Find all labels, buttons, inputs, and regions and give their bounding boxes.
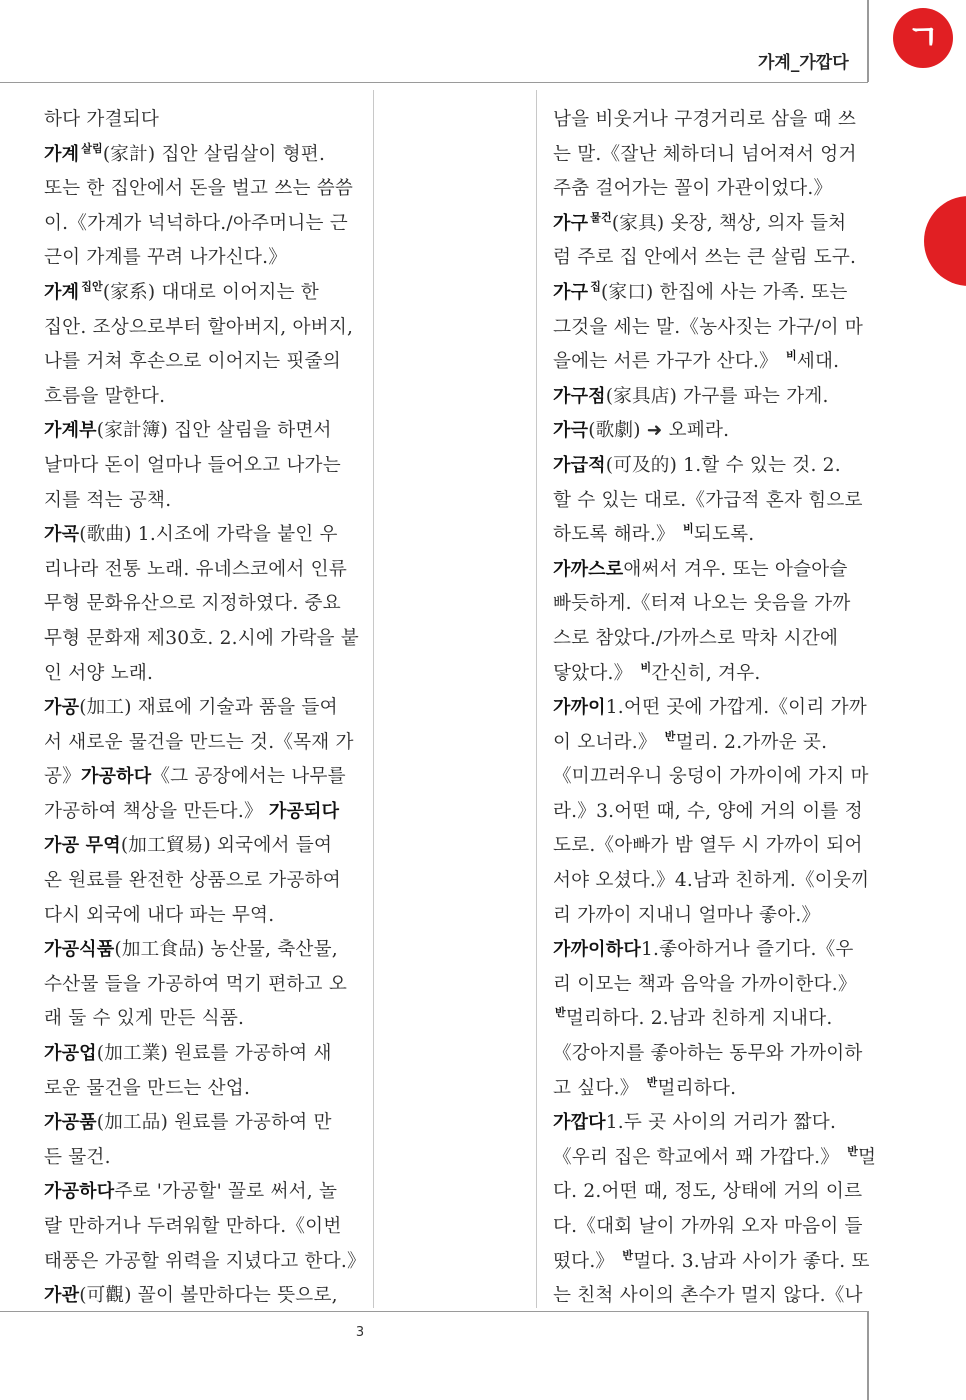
dictionary-line — [44, 691, 374, 726]
relation-marker: 비 — [682, 522, 694, 536]
dictionary-line — [553, 553, 883, 588]
line-text: 지를 적는 공책. — [44, 489, 172, 511]
line-text: 온 원료를 완전한 상품으로 가공하여 — [44, 870, 341, 892]
line-text: 닿았다.》 — [553, 662, 633, 684]
dictionary-line — [44, 622, 374, 657]
dictionary-line — [44, 345, 374, 380]
headword: 가구점 — [553, 385, 606, 407]
definition-text: 주로 '가공할' 꼴로 써서, 놀 — [114, 1181, 338, 1203]
thumb-index-marker — [924, 196, 966, 286]
definition-text: (家計簿) 집안 살림을 하면서 — [96, 420, 332, 442]
dictionary-line — [553, 138, 883, 173]
dictionary-line — [553, 345, 883, 380]
line-text: 멀리하다. 2.남과 친하게 지내다. — [565, 1008, 833, 1030]
line-text: 날마다 돈이 얼마나 들어오고 나가는 — [44, 454, 341, 476]
dictionary-line — [553, 1141, 883, 1176]
dictionary-line — [44, 899, 374, 934]
line-text: 다.《대회 날이 가까워 오자 마음이 들 — [553, 1216, 863, 1237]
left-column — [44, 103, 374, 1314]
sense-tag: 집안 — [81, 279, 103, 293]
dictionary-line — [44, 587, 374, 622]
dictionary-line — [553, 622, 883, 657]
headword: 가공식품 — [44, 939, 115, 961]
dictionary-line — [44, 795, 374, 830]
headword: 가구 — [553, 281, 589, 303]
line-text: 세대. — [796, 351, 840, 373]
dictionary-line — [44, 726, 374, 761]
dictionary-line — [553, 829, 883, 864]
dictionary-line — [553, 657, 883, 692]
dictionary-line — [44, 1175, 374, 1210]
line-text: 래 둘 수 있게 만든 식품. — [44, 1008, 245, 1030]
line-text: 태풍은 가공할 위력을 지녔다고 한다.》 — [44, 1250, 366, 1272]
dictionary-line — [44, 1002, 374, 1037]
definition-text: (加工) 재료에 기술과 품을 들여 — [79, 697, 338, 719]
dictionary-line — [553, 484, 883, 519]
line-text: 집안. 조상으로부터 할아버지, 아버지, — [44, 316, 354, 338]
headword: 가까이하다 — [553, 939, 641, 961]
line-text: 주춤 걸어가는 꼴이 가관이었다.》 — [553, 178, 833, 200]
sense-tag: 살림 — [81, 141, 103, 155]
line-text: 고 싶다.》 — [553, 1077, 639, 1099]
dictionary-line — [44, 449, 374, 484]
line-text: 다시 외국에 내다 파는 무역. — [44, 904, 275, 926]
headword: 가계 — [44, 281, 80, 303]
header-rule — [0, 82, 868, 83]
dictionary-line — [44, 103, 374, 138]
dictionary-line — [553, 795, 883, 830]
line-text: 는 친척 사이의 촌수가 멀지 않다.《나 — [553, 1285, 863, 1307]
headword: 가관 — [44, 1285, 80, 1307]
relation-marker: 비 — [785, 349, 797, 363]
dictionary-line — [44, 276, 374, 311]
dictionary-line — [44, 1037, 374, 1072]
headword: 가공 무역 — [44, 835, 121, 857]
line-text: 럼 주로 집 안에서 쓰는 큰 살림 도구. — [553, 247, 857, 269]
line-text: 는 말.《잘난 체하더니 넘어져서 엉거 — [553, 143, 857, 165]
line-text: 나를 거쳐 후손으로 이어지는 핏줄의 — [44, 351, 341, 373]
definition-text: (家具店) 가구를 파는 가게. — [605, 385, 829, 407]
dictionary-line — [44, 380, 374, 415]
dictionary-line — [44, 241, 374, 276]
line-text: 이 오너라.》 — [553, 731, 657, 753]
headword: 가공 — [44, 697, 80, 719]
line-text: 로운 물건을 만드는 산업. — [44, 1077, 251, 1099]
dictionary-line — [553, 1210, 883, 1245]
line-text: 리 가까이 지내니 얼마나 좋아.》 — [553, 904, 821, 926]
line-text: 무형 문화유산으로 지정하였다. 중요 — [44, 593, 341, 615]
headword: 가공품 — [44, 1112, 97, 1134]
line-text: 무형 문화재 제30호. 2.시에 가락을 붙 — [44, 627, 359, 649]
line-text: 《우리 집은 학교에서 꽤 가깝다.》 — [553, 1146, 840, 1168]
footer-divider-line — [867, 1311, 869, 1400]
line-text: 리 이모는 책과 음악을 가까이한다.》 — [553, 973, 857, 995]
dictionary-line — [44, 138, 374, 173]
line-text: 하도록 해라.》 — [553, 524, 675, 546]
relation-marker: 반 — [646, 1075, 658, 1089]
dictionary-line — [44, 1245, 374, 1280]
dictionary-line — [44, 553, 374, 588]
line-text: 멀 — [858, 1146, 877, 1168]
line-text: 흐름을 말한다. — [44, 385, 166, 407]
headword: 가공하다 — [80, 766, 152, 788]
sense-tag: 물건 — [590, 210, 612, 224]
relation-marker: 반 — [555, 1006, 566, 1020]
dictionary-line — [44, 518, 374, 553]
dictionary-line — [553, 726, 883, 761]
line-text: 간신히, 겨우. — [651, 662, 761, 684]
relation-marker: 비 — [640, 660, 652, 674]
dictionary-line — [44, 1279, 374, 1314]
line-text: 공》 — [44, 766, 81, 788]
running-header: 가계_가깝다 — [758, 53, 849, 73]
right-column — [553, 103, 883, 1314]
dictionary-line — [553, 276, 883, 311]
dictionary-line — [553, 449, 883, 484]
headword: 가계 — [44, 143, 80, 165]
dictionary-line — [44, 933, 374, 968]
definition-text: (加工業) 원료를 가공하여 새 — [96, 1043, 332, 1065]
definition-text: 애써서 겨우. 또는 아슬아슬 — [623, 558, 848, 580]
line-text: 떴다.》 — [553, 1250, 615, 1272]
dictionary-line — [553, 1002, 883, 1037]
line-text: 든 물건. — [44, 1146, 111, 1168]
relation-marker: 반 — [664, 729, 676, 743]
column-divider-right — [536, 90, 537, 1308]
line-text: 스로 참았다./가까스로 막차 시간에 — [553, 627, 839, 649]
dictionary-line — [553, 691, 883, 726]
dictionary-line — [44, 829, 374, 864]
dictionary-line — [553, 380, 883, 415]
dictionary-line — [553, 899, 883, 934]
line-text: 서야 오셨다.》4.남과 친하게.《이웃끼 — [553, 870, 870, 892]
dictionary-line — [553, 311, 883, 346]
dictionary-line — [553, 864, 883, 899]
headword: 가급적 — [553, 454, 606, 476]
dictionary-line — [553, 207, 883, 242]
dictionary-line — [553, 103, 883, 138]
line-text: 인 서양 노래. — [44, 662, 154, 684]
line-text: 남을 비웃거나 구경거리로 삼을 때 쓰 — [553, 109, 856, 130]
dictionary-line — [44, 414, 374, 449]
line-text: 그것을 세는 말.《농사짓는 가구/이 마 — [553, 316, 864, 338]
dictionary-line — [553, 587, 883, 622]
line-text: 되도록. — [693, 524, 755, 546]
relation-marker: 반 — [622, 1248, 634, 1262]
dictionary-line — [44, 760, 374, 795]
definition-text: (加工食品) 농산물, 축산물, — [114, 939, 338, 961]
headword: 가구 — [553, 212, 589, 234]
dictionary-line — [553, 968, 883, 1003]
relation-marker: 반 — [847, 1144, 859, 1158]
definition-text: 1.좋아하거나 즐기다.《우 — [640, 939, 854, 961]
definition-text: (加工貿易) 외국에서 들여 — [120, 835, 333, 857]
definition-text: (家系) 대대로 이어지는 한 — [102, 281, 319, 303]
dictionary-line — [44, 172, 374, 207]
line-text: 을에는 서른 가구가 산다.》 — [553, 351, 778, 373]
page-number: 3 — [355, 1325, 365, 1340]
definition-text: (歌曲) 1.시조에 가락을 붙인 우 — [79, 524, 338, 546]
dictionary-line — [553, 1106, 883, 1141]
sense-tag: 집 — [590, 279, 602, 293]
definition-text: (可及的) 1.할 수 있는 것. 2. — [605, 454, 841, 476]
dictionary-line — [44, 1072, 374, 1107]
dictionary-line — [44, 207, 374, 242]
line-text: 수산물 들을 가공하여 먹기 편하고 오 — [44, 973, 347, 995]
definition-text: 《그 공장에서는 나무를 — [151, 766, 346, 788]
dictionary-line — [44, 1210, 374, 1245]
dictionary-line — [553, 1245, 883, 1280]
line-text: 멀리. 2.가까운 곳. — [675, 731, 828, 753]
line-text: 도로.《아빠가 밤 열두 시 가까이 되어 — [553, 835, 863, 857]
line-text: 멀리하다. — [657, 1077, 737, 1099]
index-tab: ㄱ — [893, 8, 953, 68]
headword: 가까이 — [553, 697, 606, 719]
line-text: 이.《가계가 넉넉하다./아주머니는 근 — [44, 212, 348, 234]
definition-text: 1.두 곳 사이의 거리가 짧다. — [605, 1112, 837, 1134]
headword: 가계부 — [44, 420, 97, 442]
line-text: 할 수 있는 대로.《가급적 혼자 힘으로 — [553, 489, 863, 511]
dictionary-line — [553, 1175, 883, 1210]
line-text: 또는 한 집안에서 돈을 벌고 쓰는 씀씀 — [44, 178, 354, 200]
definition-text: 1.어떤 곳에 가깝게.《이리 가까 — [605, 697, 867, 719]
dictionary-line — [44, 311, 374, 346]
dictionary-line — [553, 518, 883, 553]
dictionary-line — [553, 933, 883, 968]
dictionary-line — [553, 1072, 883, 1107]
definition-text: (家具) 옷장, 책상, 의자 들처 — [611, 212, 847, 234]
dictionary-line — [553, 1279, 883, 1314]
dictionary-line — [553, 241, 883, 276]
headword: 가공되다 — [268, 800, 340, 822]
headword: 가곡 — [44, 524, 80, 546]
headword: 가극 — [553, 420, 589, 442]
definition-text: (家口) 한집에 사는 가족. 또는 — [601, 281, 848, 303]
dictionary-line — [553, 1037, 883, 1072]
line-text: 멀다. 3.남과 사이가 좋다. 또 — [633, 1250, 870, 1272]
dictionary-line — [44, 1106, 374, 1141]
line-text: 《미끄러우니 웅덩이 가까이에 가지 마 — [553, 766, 869, 788]
dictionary-line — [553, 760, 883, 795]
line-text: 가공하여 책상을 만든다.》 — [44, 800, 263, 822]
definition-text: (可觀) 꼴이 볼만하다는 뜻으로, — [79, 1285, 338, 1307]
line-text: 서 새로운 물건을 만드는 것.《목재 가 — [44, 731, 354, 753]
line-text: 랄 만하거나 두려워할 만하다.《이번 — [44, 1216, 342, 1237]
dictionary-line — [553, 414, 883, 449]
line-text: 다. 2.어떤 때, 정도, 상태에 거의 이르 — [553, 1181, 863, 1203]
dictionary-line — [44, 1141, 374, 1176]
headword: 가공하다 — [44, 1181, 115, 1203]
definition-text: (家計) 집안 살림살이 형편. — [102, 143, 326, 165]
line-text: 라.》3.어떤 때, 수, 양에 거의 이를 정 — [553, 800, 863, 822]
line-text: 하다 가결되다 — [44, 109, 160, 130]
headword: 가까스로 — [553, 558, 624, 580]
header-divider-line — [867, 0, 869, 82]
definition-text: (歌劇) ➜ 오페라. — [588, 420, 730, 442]
headword: 가공업 — [44, 1043, 97, 1065]
definition-text: (加工品) 원료를 가공하여 만 — [96, 1112, 332, 1134]
dictionary-line — [44, 657, 374, 692]
headword: 가깝다 — [553, 1112, 606, 1134]
dictionary-line — [553, 172, 883, 207]
line-text: 빠듯하게.《터져 나오는 웃음을 가까 — [553, 593, 851, 615]
line-text: 《강아지를 좋아하는 동무와 가까이하 — [553, 1043, 863, 1065]
line-text: 리나라 전통 노래. 유네스코에서 인류 — [44, 558, 347, 580]
line-text: 근이 가계를 꾸려 나가신다.》 — [44, 247, 288, 269]
dictionary-line — [44, 484, 374, 519]
dictionary-line — [44, 864, 374, 899]
dictionary-line — [44, 968, 374, 1003]
